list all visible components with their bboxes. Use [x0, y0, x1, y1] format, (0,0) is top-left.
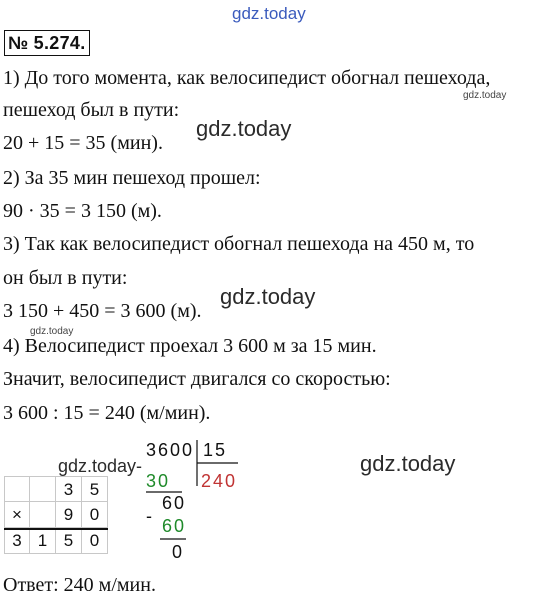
watermark-small-left: gdz.today — [30, 326, 74, 337]
mult-cell: 5 — [82, 476, 108, 502]
mult-result-cell: 3 — [4, 528, 30, 554]
division-subtrahend-1: 30 — [146, 471, 171, 491]
watermark-mid-2: gdz.today — [220, 284, 316, 309]
mult-cell: 9 — [56, 502, 82, 528]
solution-line-8: 3 150 + 450 = 3 600 (м). — [3, 300, 202, 322]
solution-line-7: он был в пути: — [3, 267, 128, 289]
division-remainder-2: 0 — [172, 542, 185, 562]
mult-cell — [30, 476, 56, 502]
division-lines — [140, 440, 240, 550]
multiply-sign: × — [4, 502, 30, 528]
watermark-top: gdz.today — [232, 4, 306, 23]
division-dividend: 3600 — [146, 440, 195, 460]
solution-line-5: 90 · 35 = 3 150 (м). — [3, 200, 162, 222]
mult-cell: 3 — [56, 476, 82, 502]
solution-line-3: 20 + 15 = 35 (мин). — [3, 132, 163, 154]
mult-result-cell: 5 — [56, 528, 82, 554]
watermark-grid-left: gdz.today- — [58, 456, 143, 476]
mult-cell: 0 — [82, 502, 108, 528]
mult-cell — [30, 502, 56, 528]
watermark-small-right: gdz.today — [463, 90, 507, 101]
mult-result-cell: 0 — [82, 528, 108, 554]
mult-cell — [4, 476, 30, 502]
solution-line-1: 1) До того момента, как велосипедист обогнал пешехода, — [3, 67, 491, 89]
solution-line-9: 4) Велосипедист проехал 3 600 м за 15 мин. — [3, 335, 377, 357]
answer-line: Ответ: 240 м/мин. — [3, 574, 156, 596]
solution-line-2: пешеход был в пути: — [3, 99, 180, 121]
multiplication-grid — [4, 476, 108, 554]
mult-result-cell: 1 — [30, 528, 56, 554]
solution-line-6: 3) Так как велосипедист обогнал пешехода на 450 м, то — [3, 233, 475, 255]
solution-line-4: 2) За 35 мин пешеход прошел: — [3, 167, 261, 189]
watermark-mid-1: gdz.today — [196, 116, 292, 141]
division-subtrahend-2: 60 — [162, 516, 187, 536]
solution-line-11: 3 600 : 15 = 240 (м/мин). — [3, 402, 211, 424]
problem-number: № 5.274. — [4, 30, 90, 56]
division-divisor: 15 — [203, 440, 228, 460]
watermark-big-right: gdz.today — [360, 451, 456, 476]
multiplication-result-line — [4, 528, 108, 530]
solution-line-10: Значит, велосипедист двигался со скоростью: — [3, 368, 391, 390]
division-remainder-1: 60 — [162, 493, 187, 513]
division-minus: - — [146, 506, 154, 526]
division-quotient: 240 — [201, 471, 238, 491]
